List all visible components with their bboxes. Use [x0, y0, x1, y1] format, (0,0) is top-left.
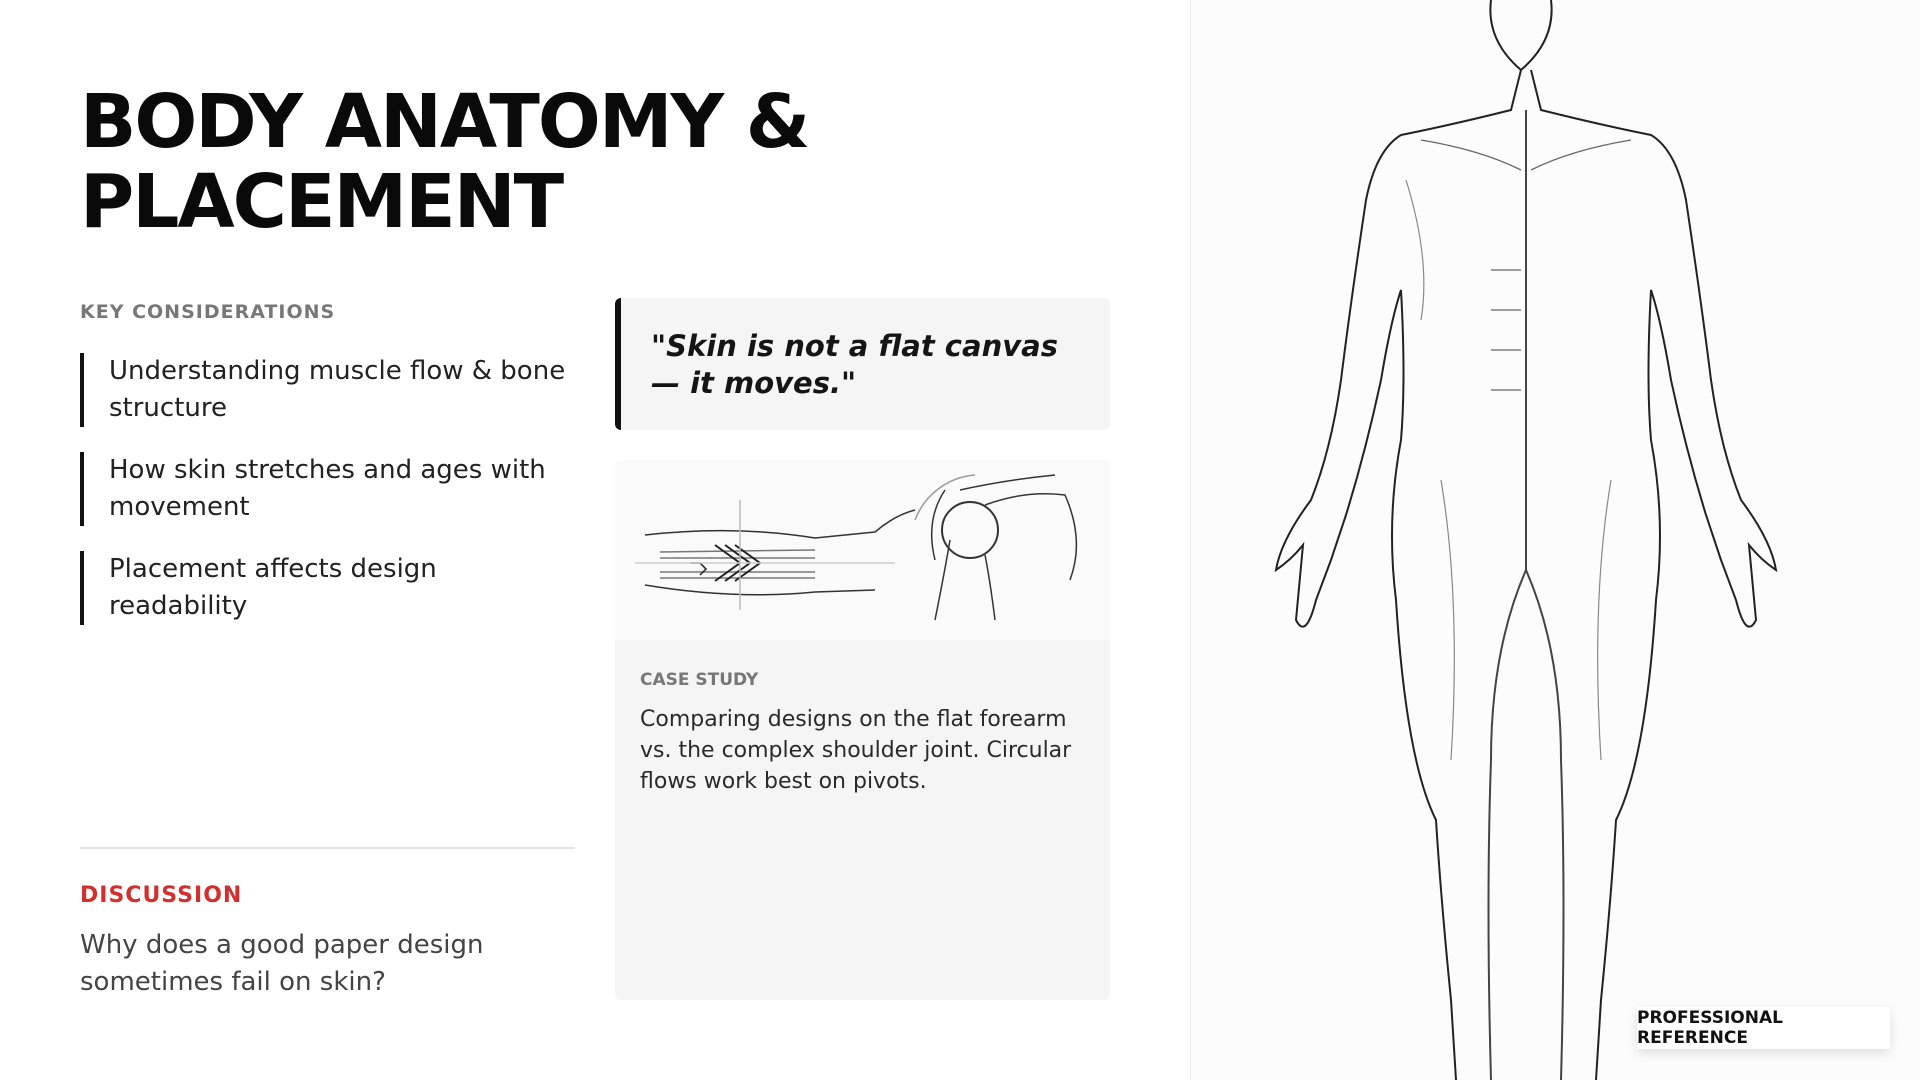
case-study-card	[615, 460, 1110, 1000]
page-title: BODY ANATOMY & PLACEMENT	[80, 79, 809, 245]
considerations-list	[80, 353, 580, 650]
section-divider	[80, 847, 575, 849]
professional-reference-badge: PROFESSIONAL REFERENCE	[1637, 1007, 1890, 1049]
key-considerations-heading: KEY CONSIDERATIONS	[80, 301, 336, 323]
human-anatomy-illustration	[1191, 0, 1920, 1080]
list-item: How skin stretches and ages with movement	[80, 452, 580, 526]
quote-card: "Skin is not a flat canvas — it moves."	[615, 298, 1110, 430]
anatomy-figure-panel	[1191, 0, 1920, 1080]
forearm-shoulder-illustration	[615, 460, 1110, 640]
case-study-label: CASE STUDY	[640, 670, 759, 690]
case-study-text: Comparing designs on the flat forearm vs. the complex shoulder joint. Circular flows work best on pivots.	[640, 707, 1072, 794]
discussion-label: DISCUSSION	[80, 883, 243, 908]
list-item: Placement affects design readability	[80, 551, 580, 625]
list-item: Understanding muscle flow & bone structure	[80, 353, 580, 427]
discussion-question: Why does a good paper design sometimes fail on skin?	[80, 930, 484, 997]
